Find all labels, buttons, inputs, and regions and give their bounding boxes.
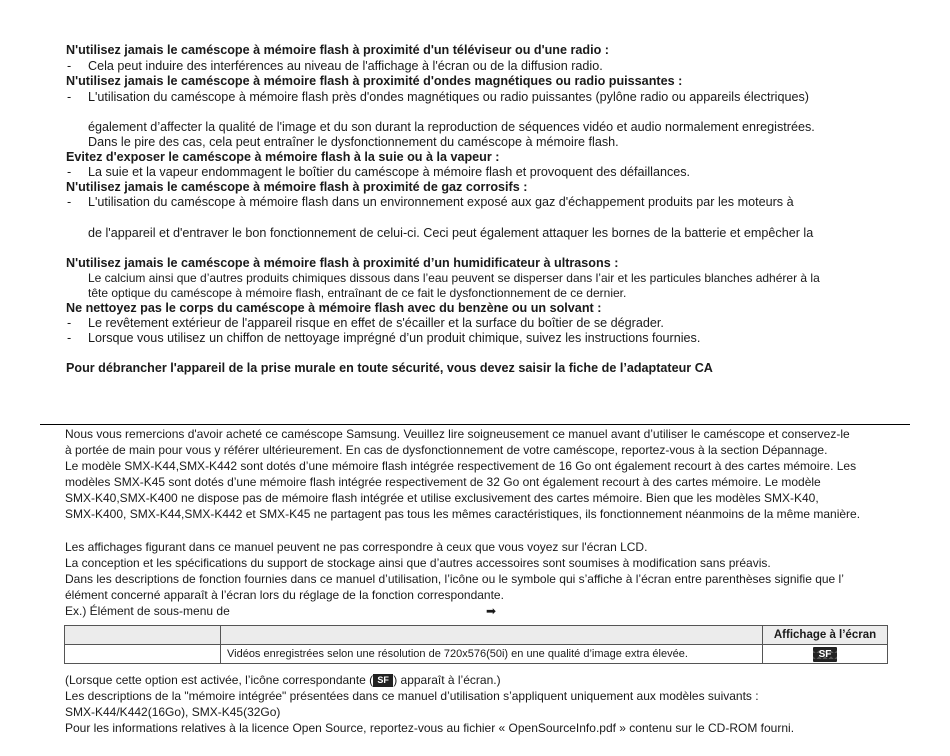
precaution-continuation: également d’affecter la qualité de l'image et du son durant la reproduction de séquences vidéo et audio normalement enregistrées. xyxy=(88,120,815,134)
note-text: (Lorsque cette option est activée, l’icône correspondante ( xyxy=(65,673,374,687)
bullet-dash: - xyxy=(67,195,72,209)
intro-line: Dans les descriptions de fonction fournies dans ce manuel d’utilisation, l’icône ou le symbole qui s’affiche à l’écran entre parenthèses signifie que l’ xyxy=(65,572,844,586)
note-line: Les descriptions de la "mémoire intégrée" présentées dans ce manuel d’utilisation s’appliquent uniquement aux modèles suivants : xyxy=(65,689,759,703)
precaution-continuation: Le calcium ainsi que d’autres produits chimiques dissous dans l’eau peuvent se disperser dans l’air et les particules blanches adhérer à la xyxy=(88,271,820,285)
precaution-title-benzene: Ne nettoyez pas le corps du caméscope à mémoire flash avec du benzène ou un solvant : xyxy=(66,301,602,315)
precaution-title-unplug: Pour débrancher l'appareil de la prise murale en toute sécurité, vous devez saisir la fiche de l’adaptateur CA xyxy=(66,361,713,375)
bullet-dash: - xyxy=(67,331,72,345)
section-divider xyxy=(40,424,910,425)
precaution-continuation: tête optique du caméscope à mémoire flash, entraînant de ce fait le dysfonctionnement de ce dernier. xyxy=(88,286,627,300)
precaution-item: L'utilisation du caméscope à mémoire flash près d'ondes magnétiques ou radio puissantes (pylône radio ou appareils électriques) xyxy=(88,90,809,104)
precaution-item: Le revêtement extérieur de l'appareil risque en effet de s'écailler et la surface du boîtier de se dégrader. xyxy=(88,316,664,330)
note-line: Pour les informations relatives à la licence Open Source, reportez-vous au fichier « OpenSourceInfo.pdf » contenu sur le CD-ROM fourni. xyxy=(65,721,795,735)
intro-line: La conception et les spécifications du support de stockage ainsi que d’autres accessoires sont soumises à modification sans préavis. xyxy=(65,556,771,570)
table-header-row xyxy=(65,626,888,645)
precaution-title-magnetic: N'utilisez jamais le caméscope à mémoire flash à proximité d'ondes magnétiques ou radio puissantes : xyxy=(66,74,683,88)
table-cell-icon xyxy=(763,645,888,664)
table-cell-description: Vidéos enregistrées selon une résolution de 720x576(50i) en une qualité d’image extra élevée. xyxy=(221,645,763,664)
arrow-right-icon: ➡ xyxy=(486,604,497,618)
example-label: Ex.) Élément de sous-menu de xyxy=(65,604,230,618)
precaution-continuation: de l'appareil et d'entraver le bon fonctionnement de celui-ci. Ceci peut également attaquer les bornes de la batterie et empêcher la xyxy=(88,226,814,240)
intro-line: SMX-K40,SMX-K400 ne dispose pas de mémoire flash intégrée et utilise exclusivement des cartes mémoire. Bien que les modèles SMX-K40, xyxy=(65,491,819,505)
intro-line: Les affichages figurant dans ce manuel peuvent ne pas correspondre à ceux que vous voyez sur l'écran LCD. xyxy=(65,540,648,554)
precaution-title-tv-radio: N'utilisez jamais le caméscope à mémoire flash à proximité d'un téléviseur ou d'une radio : xyxy=(66,43,609,57)
bullet-dash: - xyxy=(67,90,72,104)
bullet-dash: - xyxy=(67,165,72,179)
table-row xyxy=(65,645,888,664)
super-fine-quality-icon: SF xyxy=(813,647,837,662)
table-header-cell xyxy=(221,626,763,645)
table-header-cell xyxy=(65,626,221,645)
precaution-title-gas: N'utilisez jamais le caméscope à mémoire flash à proximité de gaz corrosifs : xyxy=(66,180,528,194)
precaution-item: La suie et la vapeur endommagent le boîtier du caméscope à mémoire flash et provoquent des défaillances. xyxy=(88,165,691,179)
precaution-item: Cela peut induire des interférences au niveau de l'affichage à l'écran ou de la diffusion radio. xyxy=(88,59,603,73)
super-fine-quality-icon: SF xyxy=(373,674,393,687)
bullet-dash: - xyxy=(67,59,72,73)
note-line: SMX-K44/K442(16Go), SMX-K45(32Go) xyxy=(65,705,281,719)
table-header-display: Affichage à l’écran xyxy=(763,626,888,645)
display-icon-table xyxy=(64,625,888,664)
precaution-continuation: Dans le pire des cas, cela peut entraîner le dysfonctionnement du caméscope à mémoire flash. xyxy=(88,135,619,149)
note-text: ) apparaît à l’écran.) xyxy=(393,673,501,687)
precaution-title-humidifier: N'utilisez jamais le caméscope à mémoire flash à proximité d’un humidificateur à ultrasons : xyxy=(66,256,619,270)
note-line xyxy=(65,672,501,688)
intro-line: Nous vous remercions d'avoir acheté ce caméscope Samsung. Veuillez lire soigneusement ce manuel avant d’utiliser le caméscope et conservez-le xyxy=(65,427,850,441)
precaution-item: Lorsque vous utilisez un chiffon de nettoyage imprégné d’un produit chimique, suivez les instructions fournies. xyxy=(88,331,701,345)
intro-line: modèles SMX-K45 sont dotés d’une mémoire flash intégrée respectivement de 32 Go ont également recourt à des cartes mémoire. Le modèle xyxy=(65,475,821,489)
precaution-title-soot: Evitez d'exposer le caméscope à mémoire flash à la suie ou à la vapeur : xyxy=(66,150,500,164)
bullet-dash: - xyxy=(67,316,72,330)
intro-line: à portée de main pour vous y référer ultérieurement. En cas de dysfonctionnement de votre caméscope, reportez-vous à la section Dépannage. xyxy=(65,443,828,457)
table-cell xyxy=(65,645,221,664)
precaution-item: L'utilisation du caméscope à mémoire flash dans un environnement exposé aux gaz d'échappement produits par les moteurs à xyxy=(88,195,794,209)
intro-line: élément concerné apparaît à l’écran lors du réglage de la fonction correspondante. xyxy=(65,588,504,602)
intro-line: SMX-K400, SMX-K44,SMX-K442 et SMX-K45 ne partagent pas tous les mêmes caractéristiques, ils fonctionnement néanmoins de la même manière. xyxy=(65,507,861,521)
intro-line: Le modèle SMX-K44,SMX-K442 sont dotés d’une mémoire flash intégrée respectivement de 16 Go ont également recourt à des cartes mémoire. Les xyxy=(65,459,857,473)
